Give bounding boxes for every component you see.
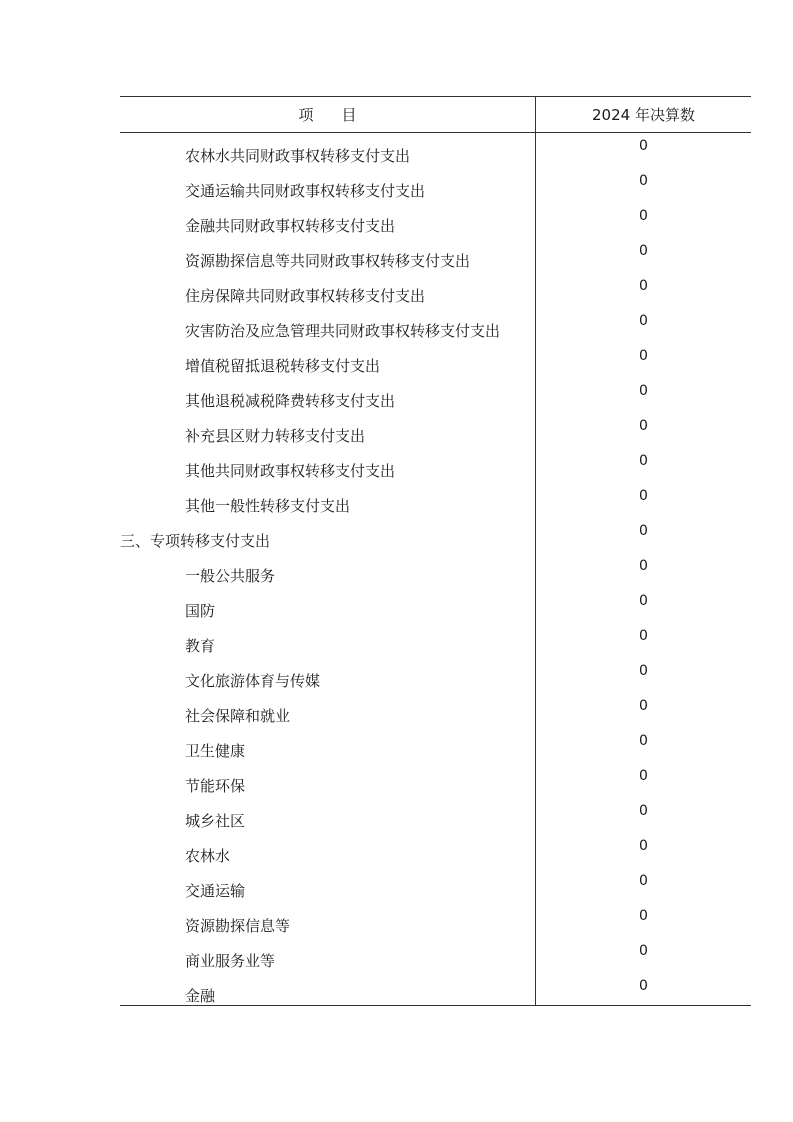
row-value: 0 (639, 278, 648, 294)
row-value: 0 (639, 698, 648, 714)
table-row (120, 763, 751, 798)
row-label: 文化旅游体育与传媒 (185, 672, 321, 690)
table-row (120, 623, 751, 658)
row-value: 0 (639, 628, 648, 644)
row-value: 0 (639, 803, 648, 819)
row-label: 教育 (185, 637, 216, 655)
table-row (120, 168, 751, 203)
table-row (120, 868, 751, 903)
row-label: 住房保障共同财政事权转移支付支出 (185, 287, 426, 305)
row-label: 资源勘探信息等共同财政事权转移支付支出 (185, 252, 471, 270)
row-label: 一般公共服务 (185, 567, 276, 585)
row-label: 交通运输共同财政事权转移支付支出 (185, 182, 426, 200)
row-value: 0 (639, 173, 648, 189)
row-label: 农林水共同财政事权转移支付支出 (185, 147, 411, 165)
table-row (120, 413, 751, 448)
row-label: 资源勘探信息等 (185, 917, 291, 935)
row-label: 社会保障和就业 (185, 707, 291, 725)
header-item-part1: 项 (298, 106, 314, 124)
row-value: 0 (639, 943, 648, 959)
table-row (120, 448, 751, 483)
table-row (120, 728, 751, 763)
row-label: 其他一般性转移支付支出 (185, 497, 351, 515)
row-value: 0 (639, 838, 648, 854)
row-value: 0 (639, 418, 648, 434)
row-value: 0 (639, 453, 648, 469)
row-value: 0 (639, 138, 648, 154)
row-value: 0 (639, 873, 648, 889)
row-label: 三、专项转移支付支出 (120, 532, 271, 550)
row-label: 补充县区财力转移支付支出 (185, 427, 366, 445)
budget-table (120, 96, 751, 1006)
table-body (120, 133, 751, 1006)
table-row (120, 273, 751, 308)
header-item (120, 97, 535, 132)
row-value: 0 (639, 208, 648, 224)
row-label: 其他退税减税降费转移支付支出 (185, 392, 396, 410)
header-value: 2024 年决算数 (535, 97, 751, 132)
row-value: 0 (639, 488, 648, 504)
header-item-part2: 目 (341, 106, 357, 124)
row-value: 0 (639, 908, 648, 924)
row-value: 0 (639, 383, 648, 399)
table-row (120, 483, 751, 518)
row-label: 金融 (185, 987, 216, 1005)
row-label: 商业服务业等 (185, 952, 276, 970)
row-value: 0 (639, 663, 648, 679)
table-row (120, 658, 751, 693)
row-value: 0 (639, 593, 648, 609)
table-row (120, 588, 751, 623)
table-row (120, 903, 751, 938)
table-row (120, 133, 751, 168)
table-row (120, 938, 751, 973)
row-label: 城乡社区 (185, 812, 246, 830)
table-row (120, 798, 751, 833)
row-label: 灾害防治及应急管理共同财政事权转移支付支出 (185, 322, 501, 340)
table-row (120, 693, 751, 728)
row-value: 0 (639, 243, 648, 259)
table-row (120, 238, 751, 273)
row-label: 金融共同财政事权转移支付支出 (185, 217, 396, 235)
table-row (120, 378, 751, 413)
row-label: 农林水 (185, 847, 231, 865)
row-value: 0 (639, 558, 648, 574)
row-value: 0 (639, 313, 648, 329)
table-row (120, 343, 751, 378)
row-label: 卫生健康 (185, 742, 246, 760)
row-label: 节能环保 (185, 777, 246, 795)
row-label: 其他共同财政事权转移支付支出 (185, 462, 396, 480)
table-row (120, 973, 751, 1005)
row-value: 0 (639, 348, 648, 364)
table-row (120, 308, 751, 343)
row-value: 0 (639, 523, 648, 539)
table-row (120, 553, 751, 588)
table-row (120, 518, 751, 553)
row-label: 增值税留抵退税转移支付支出 (185, 357, 381, 375)
table-header (120, 96, 751, 133)
row-value: 0 (639, 768, 648, 784)
table-row (120, 833, 751, 868)
table-row (120, 203, 751, 238)
row-value: 0 (639, 978, 648, 994)
row-label: 国防 (185, 602, 216, 620)
row-value: 0 (639, 733, 648, 749)
row-label: 交通运输 (185, 882, 246, 900)
